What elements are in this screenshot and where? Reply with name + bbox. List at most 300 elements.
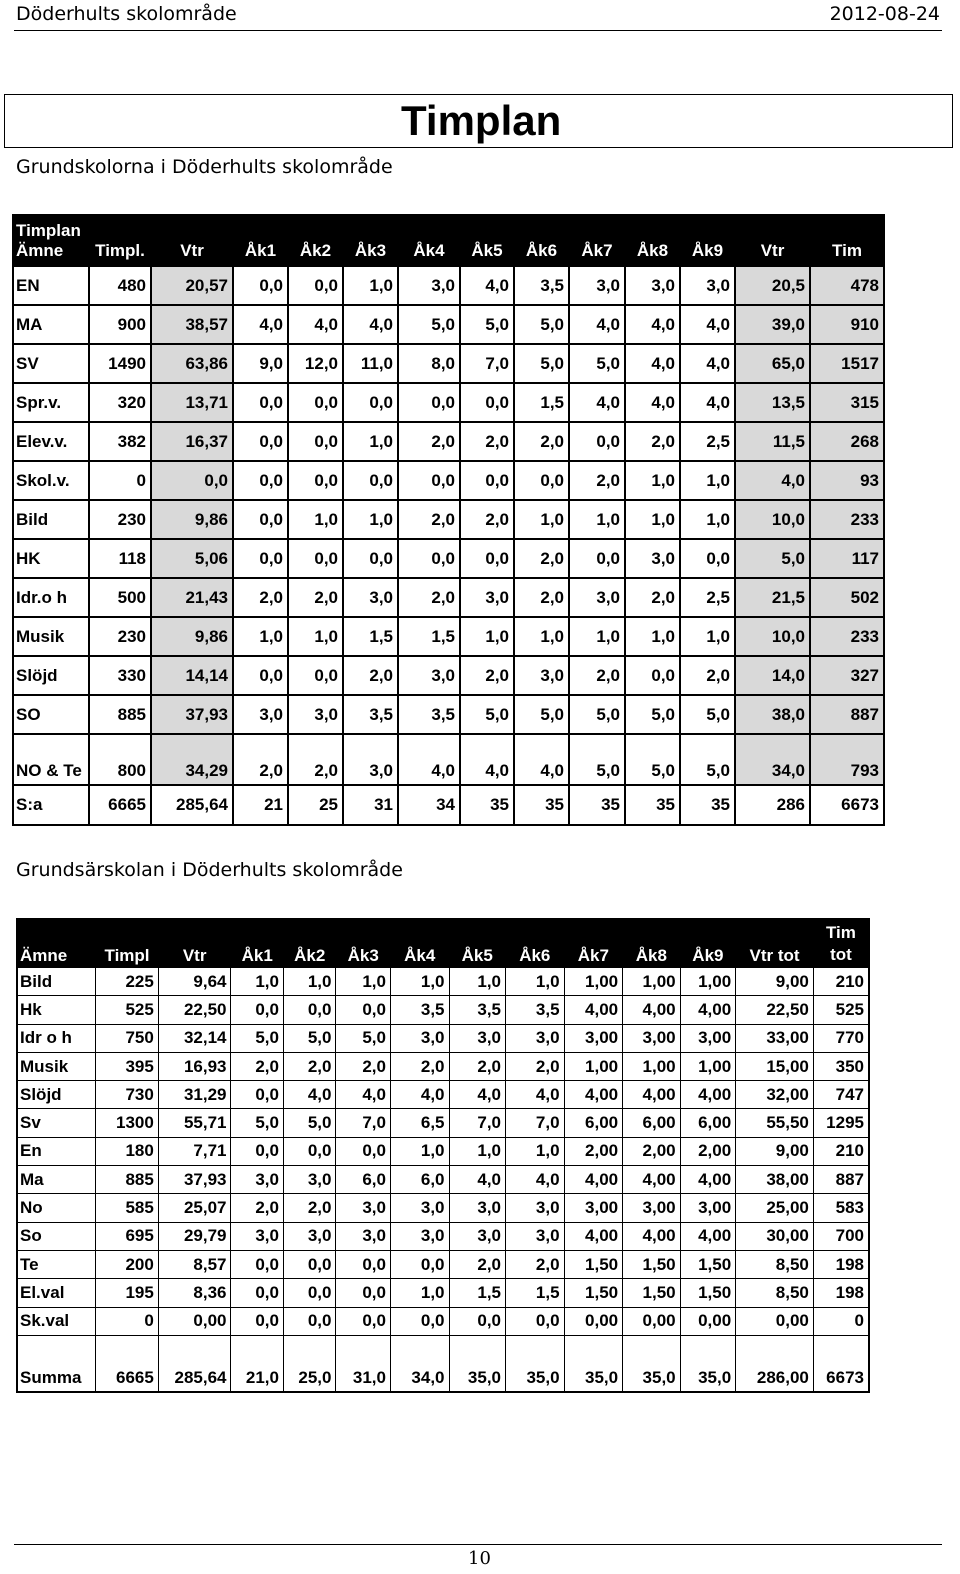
table-cell: 5,0 <box>398 305 460 344</box>
table-cell: 39,0 <box>735 305 810 344</box>
table-cell: 0,0 <box>288 656 343 695</box>
sum-cell: 6673 <box>810 785 884 825</box>
table-cell: 0,0 <box>233 267 288 305</box>
table-cell: 9,86 <box>151 500 233 539</box>
table-cell: 5,0 <box>625 695 680 734</box>
table-cell: 5,0 <box>283 1109 335 1137</box>
table-cell: 11,0 <box>343 344 398 383</box>
table-cell: 525 <box>813 996 869 1024</box>
table-cell: 3,00 <box>680 1194 736 1222</box>
table-cell: 887 <box>810 695 884 734</box>
table-cell: 2,0 <box>514 578 569 617</box>
table-cell: 2,0 <box>288 578 343 617</box>
table-cell: 22,50 <box>736 996 814 1024</box>
row-subject: Idr.o h <box>13 578 89 617</box>
gap-cell <box>449 1335 506 1365</box>
table-cell: 0,0 <box>460 383 514 422</box>
table-cell: 5,0 <box>514 344 569 383</box>
table-cell: 1,5 <box>449 1279 506 1307</box>
table-cell: 8,50 <box>736 1279 814 1307</box>
table-row <box>13 539 884 578</box>
table-cell: 0,0 <box>569 539 625 578</box>
table-cell: 6,0 <box>336 1166 391 1194</box>
table-cell: 4,0 <box>449 1081 506 1109</box>
row-subject: Te <box>17 1250 96 1278</box>
table-cell: 2,0 <box>231 1052 283 1080</box>
table-cell: 3,0 <box>390 1222 449 1250</box>
sum-cell: 31 <box>343 785 398 825</box>
table-cell: 2,0 <box>449 1250 506 1278</box>
table-cell: 5,0 <box>569 344 625 383</box>
table-cell: 8,0 <box>398 344 460 383</box>
table-cell: 0,0 <box>336 1307 391 1335</box>
sum-cell: Summa <box>17 1365 96 1392</box>
table-cell: 0 <box>813 1307 869 1335</box>
sum-cell: 21 <box>233 785 288 825</box>
table-cell: 3,0 <box>283 1222 335 1250</box>
table-cell: 1,0 <box>625 500 680 539</box>
sum-cell: 35 <box>460 785 514 825</box>
table-cell: 5,0 <box>680 734 735 785</box>
table-cell: 2,0 <box>506 1052 565 1080</box>
table-cell: 0,00 <box>623 1307 681 1335</box>
table-cell: 2,00 <box>623 1137 681 1165</box>
sum-cell: 35 <box>680 785 735 825</box>
column-header: Åk8 <box>625 215 680 263</box>
table-cell: 583 <box>813 1194 869 1222</box>
table-cell: 327 <box>810 656 884 695</box>
column-header: Åk3 <box>343 215 398 263</box>
table-cell: 9,00 <box>736 1137 814 1165</box>
table-cell: 3,0 <box>625 539 680 578</box>
column-header: Vtr <box>151 215 233 263</box>
table-cell: 478 <box>810 267 884 305</box>
row-subject: SV <box>13 344 89 383</box>
column-header: Åk7 <box>569 215 625 263</box>
table-cell: 1,50 <box>623 1279 681 1307</box>
row-subject: Elev.v. <box>13 422 89 461</box>
table-cell: 9,0 <box>233 344 288 383</box>
table-cell: 20,5 <box>735 267 810 305</box>
table-cell: 1,00 <box>564 1052 623 1080</box>
table-cell: 0,0 <box>233 500 288 539</box>
table-cell: 320 <box>89 383 151 422</box>
table-cell: 37,93 <box>158 1166 231 1194</box>
table-cell: 3,5 <box>390 996 449 1024</box>
table-cell: 5,0 <box>231 1024 283 1052</box>
table-cell: 2,0 <box>231 1194 283 1222</box>
table-cell: 2,0 <box>460 656 514 695</box>
table-cell: 3,0 <box>231 1222 283 1250</box>
table-cell: 0,00 <box>736 1307 814 1335</box>
table-row <box>17 1024 869 1052</box>
table-cell: 198 <box>813 1250 869 1278</box>
title-box <box>4 94 953 148</box>
table-cell: 0,0 <box>288 267 343 305</box>
header-left: Döderhults skolområde <box>16 3 237 25</box>
table-cell: 3,0 <box>398 656 460 695</box>
column-header: Åk1 <box>231 919 283 968</box>
table-cell: 5,0 <box>569 695 625 734</box>
table-cell: 1,0 <box>233 617 288 656</box>
table-cell: 2,0 <box>233 578 288 617</box>
table-cell: 7,0 <box>460 344 514 383</box>
column-header: Åk4 <box>390 919 449 968</box>
table-cell: 1,0 <box>336 968 391 996</box>
table-cell: 0,0 <box>343 539 398 578</box>
table-cell: 34,0 <box>735 734 810 785</box>
table-cell: 4,00 <box>623 1166 681 1194</box>
row-subject: Musik <box>17 1052 96 1080</box>
table-cell: 2,0 <box>569 461 625 500</box>
table-cell: 2,0 <box>514 539 569 578</box>
table-cell: 1,0 <box>343 422 398 461</box>
table-cell: 4,0 <box>680 383 735 422</box>
table-cell: 10,0 <box>735 617 810 656</box>
column-header: Åk6 <box>514 215 569 263</box>
table-cell: 3,5 <box>449 996 506 1024</box>
table-cell: 1,00 <box>623 968 681 996</box>
table-cell: 5,0 <box>460 305 514 344</box>
sum-cell: 21,0 <box>231 1365 283 1392</box>
row-subject: Ma <box>17 1166 96 1194</box>
sum-cell: 286 <box>735 785 810 825</box>
table-cell: 0,00 <box>564 1307 623 1335</box>
table-cell: 4,0 <box>390 1081 449 1109</box>
table-row <box>13 656 884 695</box>
sum-cell: S:a <box>13 785 89 825</box>
sum-cell: 35 <box>514 785 569 825</box>
table-cell: 4,0 <box>449 1166 506 1194</box>
table-cell: 700 <box>813 1222 869 1250</box>
table-cell: 2,00 <box>680 1137 736 1165</box>
sum-cell: 6665 <box>89 785 151 825</box>
table-cell: 3,0 <box>449 1222 506 1250</box>
sum-cell: 285,64 <box>158 1365 231 1392</box>
table-cell: 1,00 <box>680 968 736 996</box>
gap-cell <box>813 1335 869 1365</box>
table-row <box>17 1194 869 1222</box>
column-header: Tim tot <box>813 919 869 968</box>
table-cell: 0,0 <box>283 1250 335 1278</box>
table-cell: 1,0 <box>343 267 398 305</box>
table-cell: 350 <box>813 1052 869 1080</box>
table-cell: 9,64 <box>158 968 231 996</box>
table-row <box>17 1081 869 1109</box>
column-header: Åk6 <box>506 919 565 968</box>
table-cell: 1490 <box>89 344 151 383</box>
table-cell: 4,00 <box>564 1081 623 1109</box>
table-cell: 1,0 <box>625 617 680 656</box>
table-cell: 3,0 <box>231 1166 283 1194</box>
table-cell: 29,79 <box>158 1222 231 1250</box>
table-cell: 4,0 <box>283 1081 335 1109</box>
table-cell: 5,0 <box>625 734 680 785</box>
table-cell: 885 <box>89 695 151 734</box>
table-cell: 5,0 <box>514 695 569 734</box>
table-cell: 0,0 <box>231 1307 283 1335</box>
table-cell: 14,0 <box>735 656 810 695</box>
row-subject: No <box>17 1194 96 1222</box>
table-cell: 1,0 <box>343 500 398 539</box>
table-cell: 2,0 <box>343 656 398 695</box>
table-cell: 0,0 <box>569 422 625 461</box>
table-cell: 2,0 <box>233 734 288 785</box>
table-row <box>13 344 884 383</box>
row-subject: Idr o h <box>17 1024 96 1052</box>
table-cell: 1,0 <box>506 1137 565 1165</box>
table-cell: 0,0 <box>288 383 343 422</box>
table-cell: 3,0 <box>288 695 343 734</box>
row-subject: El.val <box>17 1279 96 1307</box>
table-cell: 32,14 <box>158 1024 231 1052</box>
table-cell: 210 <box>813 1137 869 1165</box>
gap-cell <box>96 1335 159 1365</box>
sum-cell: 25,0 <box>283 1365 335 1392</box>
table-cell: 7,71 <box>158 1137 231 1165</box>
table-cell: 9,00 <box>736 968 814 996</box>
table-cell: 16,93 <box>158 1052 231 1080</box>
table-cell: 15,00 <box>736 1052 814 1080</box>
table-row <box>17 1279 869 1307</box>
table-cell: 33,00 <box>736 1024 814 1052</box>
table-cell: 0,0 <box>283 996 335 1024</box>
table-cell: 30,00 <box>736 1222 814 1250</box>
table-cell: 0,0 <box>390 1307 449 1335</box>
table-cell: 382 <box>89 422 151 461</box>
table-cell: 6,00 <box>623 1109 681 1137</box>
table-cell: 3,0 <box>506 1222 565 1250</box>
table-cell: 3,0 <box>343 734 398 785</box>
table-cell: 1,0 <box>506 968 565 996</box>
row-subject: EN <box>13 267 89 305</box>
table-cell: 0,0 <box>288 539 343 578</box>
section2-heading: Grundsärskolan i Döderhults skolområde <box>16 859 403 881</box>
table-cell: 0,0 <box>288 422 343 461</box>
table-cell: 4,0 <box>625 383 680 422</box>
table-cell: 38,0 <box>735 695 810 734</box>
table-cell: 2,0 <box>460 500 514 539</box>
column-header: Åk5 <box>449 919 506 968</box>
table-cell: 0,0 <box>449 1307 506 1335</box>
table-cell: 4,0 <box>735 461 810 500</box>
table-row <box>13 617 884 656</box>
table-cell: 2,0 <box>283 1052 335 1080</box>
page-header <box>14 0 942 31</box>
table-cell: 7,0 <box>336 1109 391 1137</box>
table-cell: 1517 <box>810 344 884 383</box>
table-cell: 1,0 <box>680 500 735 539</box>
table-row <box>13 500 884 539</box>
table-cell: 1,50 <box>564 1279 623 1307</box>
table-cell: 1,50 <box>623 1250 681 1278</box>
table-cell: 4,00 <box>564 996 623 1024</box>
table-cell: 3,5 <box>514 267 569 305</box>
table-cell: 3,0 <box>336 1194 391 1222</box>
sum-cell: 35,0 <box>680 1365 736 1392</box>
table-cell: 1,00 <box>680 1052 736 1080</box>
gap-cell <box>506 1335 565 1365</box>
table-cell: 34,29 <box>151 734 233 785</box>
table-cell: 225 <box>96 968 159 996</box>
table-cell: 3,0 <box>449 1194 506 1222</box>
column-header: Timpl. <box>89 215 151 263</box>
sum-row <box>17 1365 869 1392</box>
table-cell: 315 <box>810 383 884 422</box>
table-row <box>13 461 884 500</box>
table-cell: 0,0 <box>398 539 460 578</box>
gap-cell <box>680 1335 736 1365</box>
page-number: 10 <box>468 1548 491 1569</box>
table-cell: 32,00 <box>736 1081 814 1109</box>
table-cell: 1,0 <box>680 461 735 500</box>
table-cell: 3,0 <box>569 578 625 617</box>
table-cell: 7,0 <box>506 1109 565 1137</box>
table-cell: 3,0 <box>398 267 460 305</box>
table-cell: 5,0 <box>569 734 625 785</box>
table-cell: 4,0 <box>506 1166 565 1194</box>
column-header: Åk2 <box>283 919 335 968</box>
table-cell: 12,0 <box>288 344 343 383</box>
timplan-table-grundsarskola <box>16 918 870 1393</box>
table-cell: 502 <box>810 578 884 617</box>
table-cell: 198 <box>813 1279 869 1307</box>
table-cell: 2,00 <box>564 1137 623 1165</box>
row-subject: Bild <box>17 968 96 996</box>
column-header: Åk9 <box>680 919 736 968</box>
table-cell: 0,00 <box>680 1307 736 1335</box>
table-cell: 0,0 <box>231 1250 283 1278</box>
table-cell: 180 <box>96 1137 159 1165</box>
table-cell: 793 <box>810 734 884 785</box>
table-cell: 1,0 <box>514 617 569 656</box>
table-cell: 1,5 <box>506 1279 565 1307</box>
sum-cell: 34,0 <box>390 1365 449 1392</box>
table-header-row <box>17 919 869 968</box>
table-cell: 11,5 <box>735 422 810 461</box>
table-cell: 63,86 <box>151 344 233 383</box>
table-cell: 6,00 <box>680 1109 736 1137</box>
table-row <box>17 1137 869 1165</box>
row-subject: NO & Te <box>13 734 89 785</box>
table-cell: 2,0 <box>680 656 735 695</box>
table-cell: 6,00 <box>564 1109 623 1137</box>
table-cell: 1,0 <box>390 1137 449 1165</box>
table-cell: 38,00 <box>736 1166 814 1194</box>
table-cell: 4,0 <box>569 305 625 344</box>
table-cell: 2,0 <box>398 422 460 461</box>
table-cell: 0,0 <box>506 1307 565 1335</box>
table-cell: 3,00 <box>564 1024 623 1052</box>
table-cell: 800 <box>89 734 151 785</box>
table-cell: 3,0 <box>449 1024 506 1052</box>
gap-cell <box>231 1335 283 1365</box>
sum-row <box>13 785 884 825</box>
table-cell: 200 <box>96 1250 159 1278</box>
table-row <box>13 695 884 734</box>
table-cell: 6,5 <box>390 1109 449 1137</box>
table-cell: 3,00 <box>564 1194 623 1222</box>
table-cell: 4,0 <box>398 734 460 785</box>
table-cell: 4,0 <box>336 1081 391 1109</box>
table-row <box>17 996 869 1024</box>
table-cell: 4,00 <box>623 1081 681 1109</box>
table-cell: 1,50 <box>564 1250 623 1278</box>
table-cell: 330 <box>89 656 151 695</box>
table-cell: 1,0 <box>449 968 506 996</box>
sum-cell: 6673 <box>813 1365 869 1392</box>
table-cell: 4,00 <box>680 996 736 1024</box>
sum-cell: 6665 <box>96 1365 159 1392</box>
table-cell: 3,00 <box>623 1024 681 1052</box>
table-cell: 5,0 <box>514 305 569 344</box>
table-cell: 0,0 <box>336 1250 391 1278</box>
table-cell: 2,0 <box>398 578 460 617</box>
column-header: Åk8 <box>623 919 681 968</box>
sum-cell: 25 <box>288 785 343 825</box>
table-row <box>17 1109 869 1137</box>
table-cell: 0,0 <box>460 539 514 578</box>
table-cell: 1,0 <box>569 500 625 539</box>
table-cell: 900 <box>89 305 151 344</box>
table-cell: 395 <box>96 1052 159 1080</box>
row-subject: En <box>17 1137 96 1165</box>
row-subject: Spr.v. <box>13 383 89 422</box>
table-cell: 770 <box>813 1024 869 1052</box>
table-cell: 3,0 <box>506 1024 565 1052</box>
table-cell: 1,0 <box>288 500 343 539</box>
column-header <box>13 215 89 263</box>
table-cell: 0,0 <box>625 656 680 695</box>
table-cell: 585 <box>96 1194 159 1222</box>
row-subject: Musik <box>13 617 89 656</box>
column-header: Åk9 <box>680 215 735 263</box>
table-row <box>17 1250 869 1278</box>
table-cell: 2,0 <box>283 1194 335 1222</box>
table-cell: 5,0 <box>336 1024 391 1052</box>
table-cell: 1300 <box>96 1109 159 1137</box>
table-cell: 2,5 <box>680 578 735 617</box>
table-cell: 910 <box>810 305 884 344</box>
gap-cell <box>336 1335 391 1365</box>
table-row <box>13 305 884 344</box>
table-cell: 4,00 <box>680 1166 736 1194</box>
table-cell: 3,5 <box>398 695 460 734</box>
row-subject: Hk <box>17 996 96 1024</box>
table-cell: 2,0 <box>514 422 569 461</box>
row-subject: Slöjd <box>13 656 89 695</box>
row-subject: HK <box>13 539 89 578</box>
table-cell: 4,00 <box>564 1166 623 1194</box>
table-cell: 4,0 <box>460 734 514 785</box>
table-cell: 3,5 <box>343 695 398 734</box>
table-cell: 0,0 <box>233 656 288 695</box>
table-cell: 0,0 <box>151 461 233 500</box>
table-cell: 1,5 <box>343 617 398 656</box>
table-cell: 730 <box>96 1081 159 1109</box>
table-cell: 0,0 <box>233 383 288 422</box>
table-cell: 2,5 <box>680 422 735 461</box>
table-cell: 3,0 <box>390 1024 449 1052</box>
gap-cell <box>158 1335 231 1365</box>
sum-cell: 35,0 <box>564 1365 623 1392</box>
table-cell: 0,0 <box>343 461 398 500</box>
table-cell: 0,0 <box>390 1250 449 1278</box>
section1-heading: Grundskolorna i Döderhults skolområde <box>16 156 393 178</box>
table-cell: 4,0 <box>514 734 569 785</box>
row-subject: Skol.v. <box>13 461 89 500</box>
column-header: Vtr tot <box>736 919 814 968</box>
